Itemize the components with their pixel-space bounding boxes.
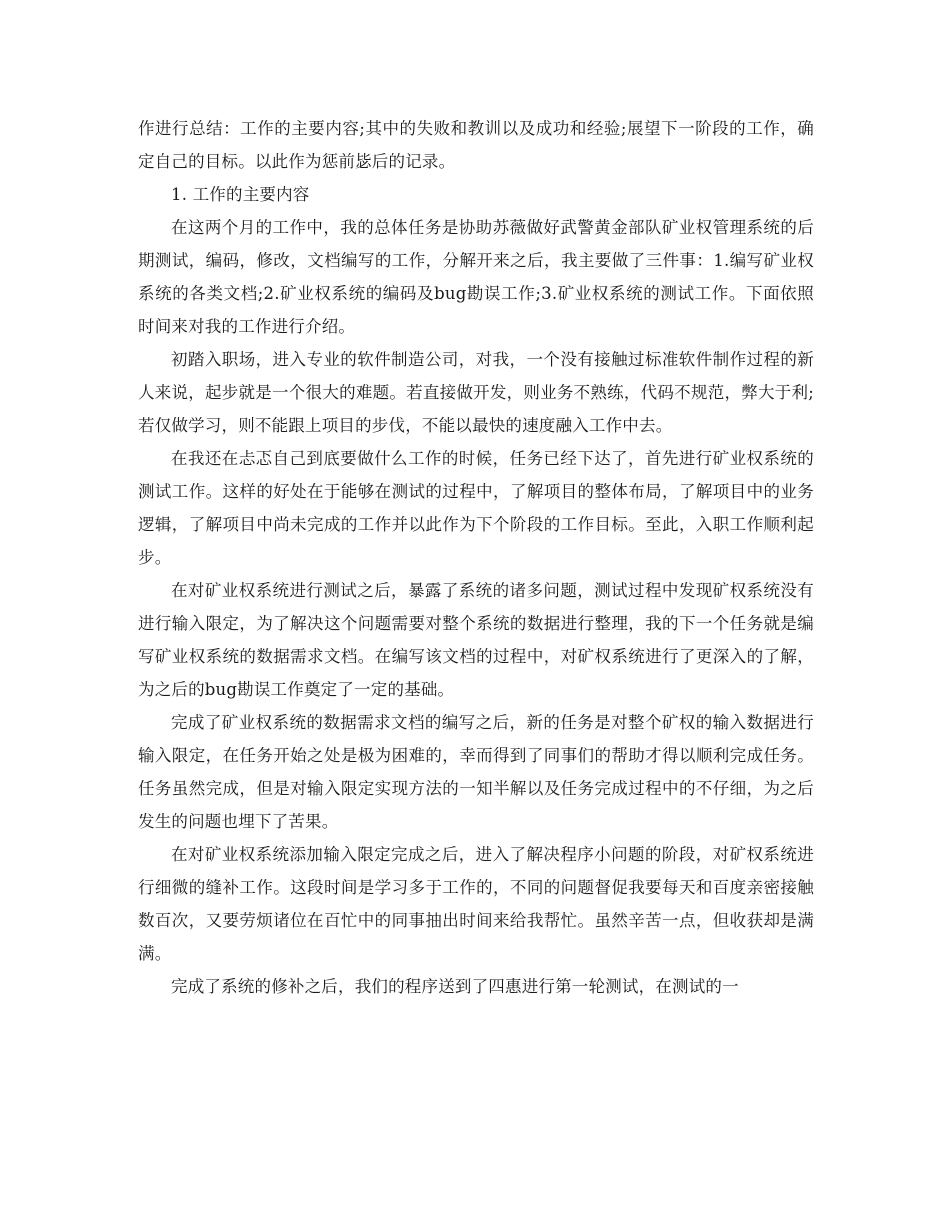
paragraph: 在这两个月的工作中，我的总体任务是协助苏薇做好武警黄金部队矿业权管理系统的后期测试，编码，修改，文档编写的工作，分解开来之后，我主要做了三件事：1.编写矿业权系统的各类文档;2.矿业权系统的编码及bug勘误工作;3.矿业权系统的测试工作。下面依照时间来对我的工作进行介绍。 [138,218,814,336]
section-heading: 1. 工作的主要内容 [171,185,310,204]
paragraph: 完成了系统的修补之后，我们的程序送到了四惠进行第一轮测试，在测试的一 [171,977,739,996]
paragraph: 完成了矿业权系统的数据需求文档的编写之后，新的任务是对整个矿权的输入数据进行输入限定，在任务开始之处是极为困难的，幸而得到了同事们的帮助才得以顺利完成任务。任务虽然完成，但是对输入限定实现方法的一知半解以及任务完成过程中的不仔细，为之后发生的问题也埋下了苦果。 [138,713,814,831]
paragraph: 初踏入职场，进入专业的软件制造公司，对我，一个没有接触过标准软件制作过程的新人来说，起步就是一个很大的难题。若直接做开发，则业务不熟练，代码不规范，弊大于利;若仅做学习，则不能跟上项目的步伐，不能以最快的速度融入工作中去。 [138,350,814,435]
paragraph: 在对矿业权系统添加输入限定完成之后，进入了解决程序小问题的阶段，对矿权系统进行细微的缝补工作。这段时间是学习多于工作的，不同的问题督促我要每天和百度亲密接触数百次，又要劳烦诸位在百忙中的同事抽出时间来给我帮忙。虽然辛苦一点，但收获却是满满。 [138,845,814,963]
document-body [138,112,814,1003]
paragraph-continuation: 作进行总结：工作的主要内容;其中的失败和教训以及成功和经验;展望下一阶段的工作，确定自己的目标。以此作为惩前毖后的记录。 [138,119,814,171]
paragraph: 在对矿业权系统进行测试之后，暴露了系统的诸多问题，测试过程中发现矿权系统没有进行输入限定，为了解决这个问题需要对整个系统的数据进行整理，我的下一个任务就是编写矿业权系统的数据需求文档。在编写该文档的过程中，对矿权系统进行了更深入的了解，为之后的bug勘误工作奠定了一定的基础。 [138,581,814,699]
paragraph: 在我还在忐忑自己到底要做什么工作的时候，任务已经下达了，首先进行矿业权系统的测试工作。这样的好处在于能够在测试的过程中，了解项目的整体布局，了解项目中的业务逻辑，了解项目中尚未完成的工作并以此作为下个阶段的工作目标。至此，入职工作顺利起步。 [138,449,814,567]
